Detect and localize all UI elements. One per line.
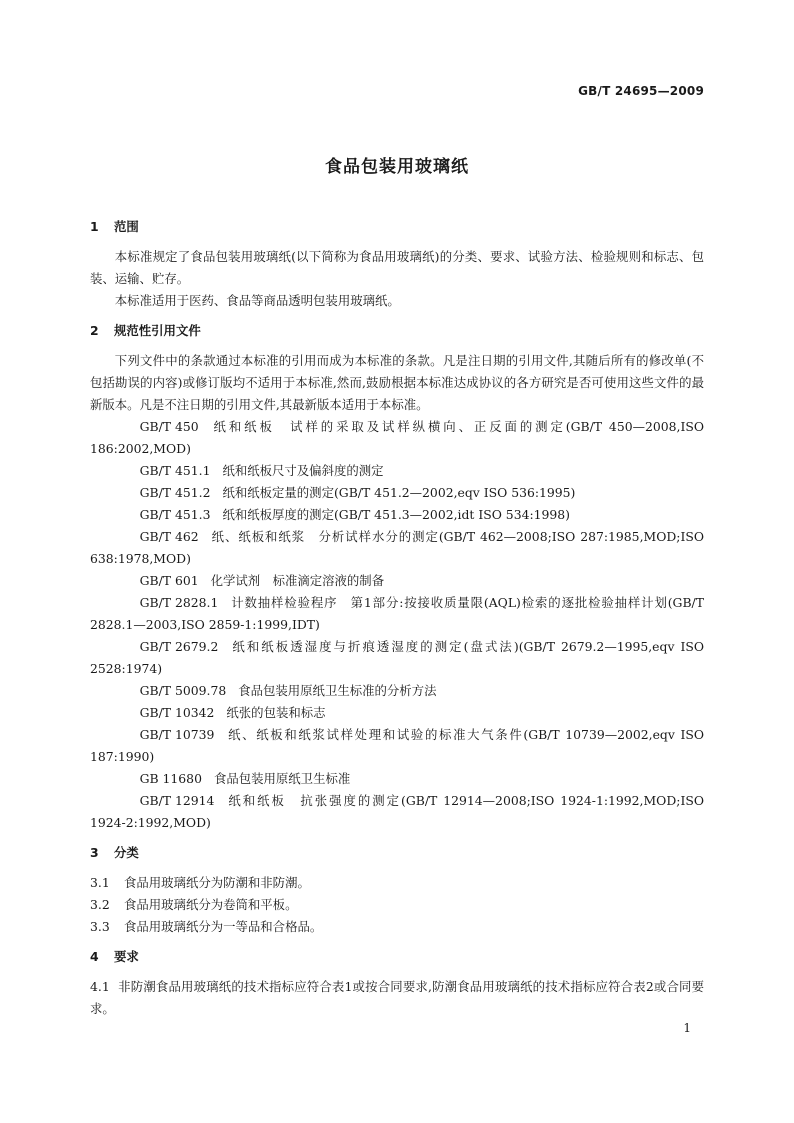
- reference-title: 计数抽样检验程序 第1部分:按接收质量限(AQL)检索的逐批检验抽样计划(GB/T 2828.1—2003,ISO 2859-1:1999,IDT): [90, 595, 704, 632]
- paragraph: 本标准适用于医药、食品等商品透明包装用玻璃纸。: [114, 293, 400, 308]
- reference-code: GB/T 462: [139, 529, 199, 544]
- reference-code: GB/T 2828.1: [139, 595, 219, 610]
- reference-item: [90, 416, 704, 460]
- reference-item: [90, 724, 704, 768]
- reference-code: GB/T 12914: [139, 793, 215, 808]
- reference-item: [90, 768, 704, 790]
- paragraph: 本标准规定了食品包装用玻璃纸(以下简称为食品用玻璃纸)的分类、要求、试验方法、检验规则和标志、包装、运输、贮存。: [90, 249, 704, 286]
- section-title: 要求: [114, 949, 139, 964]
- clause-text: 食品用玻璃纸分为卷筒和平板。: [124, 897, 298, 912]
- reference-title: 纸和纸板厚度的测定(GB/T 451.3—2002,idt ISO 534:1998): [222, 507, 571, 522]
- section-number: 4: [90, 949, 99, 964]
- section-title: 分类: [114, 845, 139, 860]
- section-number: 1: [90, 219, 99, 234]
- section-heading-scope: [90, 216, 704, 238]
- page-number: 1: [683, 1021, 691, 1035]
- section-number: 2: [90, 323, 99, 338]
- section-heading-classification: [90, 842, 704, 864]
- reference-item: [90, 482, 704, 504]
- section-title: 规范性引用文件: [114, 323, 201, 338]
- reference-item: [90, 570, 704, 592]
- clause-text: 食品用玻璃纸分为防潮和非防潮。: [124, 875, 310, 890]
- reference-code: GB/T 10739: [139, 727, 215, 742]
- section-title: 范围: [114, 219, 139, 234]
- reference-code: GB 11680: [139, 771, 202, 786]
- clause-item: [90, 916, 704, 938]
- reference-code: GB/T 5009.78: [139, 683, 227, 698]
- clause-item: [90, 976, 704, 1020]
- reference-title: 纸和纸板 试样的采取及试样纵横向、正反面的测定(GB/T 450—2008,ISO 186:2002,MOD): [90, 419, 704, 456]
- clause-item: [90, 872, 704, 894]
- reference-item: [90, 680, 704, 702]
- reference-code: GB/T 451.3: [139, 507, 211, 522]
- classification-list: [90, 872, 704, 938]
- reference-title: 纸、纸板和纸浆 分析试样水分的测定(GB/T 462—2008;ISO 287:1985,MOD;ISO 638:1978,MOD): [90, 529, 704, 566]
- reference-item: [90, 592, 704, 636]
- reference-code: GB/T 451.1: [139, 463, 211, 478]
- section-heading-normative: [90, 320, 704, 342]
- reference-item: [90, 702, 704, 724]
- reference-item: [90, 526, 704, 570]
- reference-title: 纸和纸板透湿度与折痕透湿度的测定(盘式法)(GB/T 2679.2—1995,eqv ISO 2528:1974): [90, 639, 704, 676]
- reference-item: [90, 504, 704, 526]
- clause-number: 3.3: [90, 919, 110, 934]
- reference-title: 纸、纸板和纸浆试样处理和试验的标准大气条件(GB/T 10739—2002,eqv ISO 187:1990): [90, 727, 704, 764]
- reference-item: [90, 636, 704, 680]
- section-heading-requirements: [90, 946, 704, 968]
- reference-title: 食品包装用原纸卫生标准的分析方法: [238, 683, 437, 698]
- section-number: 3: [90, 845, 99, 860]
- reference-code: GB/T 2679.2: [139, 639, 219, 654]
- document-code: GB/T 24695—2009: [578, 84, 704, 98]
- clause-text: 非防潮食品用玻璃纸的技术指标应符合表1或按合同要求,防潮食品用玻璃纸的技术指标应符合表2或合同要求。: [90, 979, 704, 1016]
- clause-number: 3.2: [90, 897, 110, 912]
- reference-title: 化学试剂 标准滴定溶液的制备: [210, 573, 385, 588]
- reference-title: 纸和纸板定量的测定(GB/T 451.2—2002,eqv ISO 536:1995): [222, 485, 576, 500]
- reference-code: GB/T 450: [139, 419, 199, 434]
- clause-text: 食品用玻璃纸分为一等品和合格品。: [124, 919, 323, 934]
- reference-title: 纸和纸板尺寸及偏斜度的测定: [222, 463, 384, 478]
- reference-item: [90, 790, 704, 834]
- reference-list: [90, 416, 704, 834]
- document-title: 食品包装用玻璃纸: [325, 157, 469, 177]
- reference-title: 纸和纸板 抗张强度的测定(GB/T 12914—2008;ISO 1924-1:1992,MOD;ISO 1924-2:1992,MOD): [90, 793, 704, 830]
- clause-number: 4.1: [90, 979, 110, 994]
- reference-title: 纸张的包装和标志: [226, 705, 326, 720]
- reference-title: 食品包装用原纸卫生标准: [213, 771, 351, 786]
- reference-code: GB/T 10342: [139, 705, 215, 720]
- clause-number: 3.1: [90, 875, 110, 890]
- document-body: [90, 216, 704, 1020]
- reference-code: GB/T 451.2: [139, 485, 211, 500]
- paragraph: 下列文件中的条款通过本标准的引用而成为本标准的条款。凡是注日期的引用文件,其随后所有的修改单(不包括勘误的内容)或修订版均不适用于本标准,然而,鼓励根据本标准达成协议的各方研究是否可使用这些文件的最新版本。凡是不注日期的引用文件,其最新版本适用于本标准。: [90, 353, 704, 412]
- clause-item: [90, 894, 704, 916]
- requirements-list: [90, 976, 704, 1020]
- reference-code: GB/T 601: [139, 573, 199, 588]
- reference-item: [90, 460, 704, 482]
